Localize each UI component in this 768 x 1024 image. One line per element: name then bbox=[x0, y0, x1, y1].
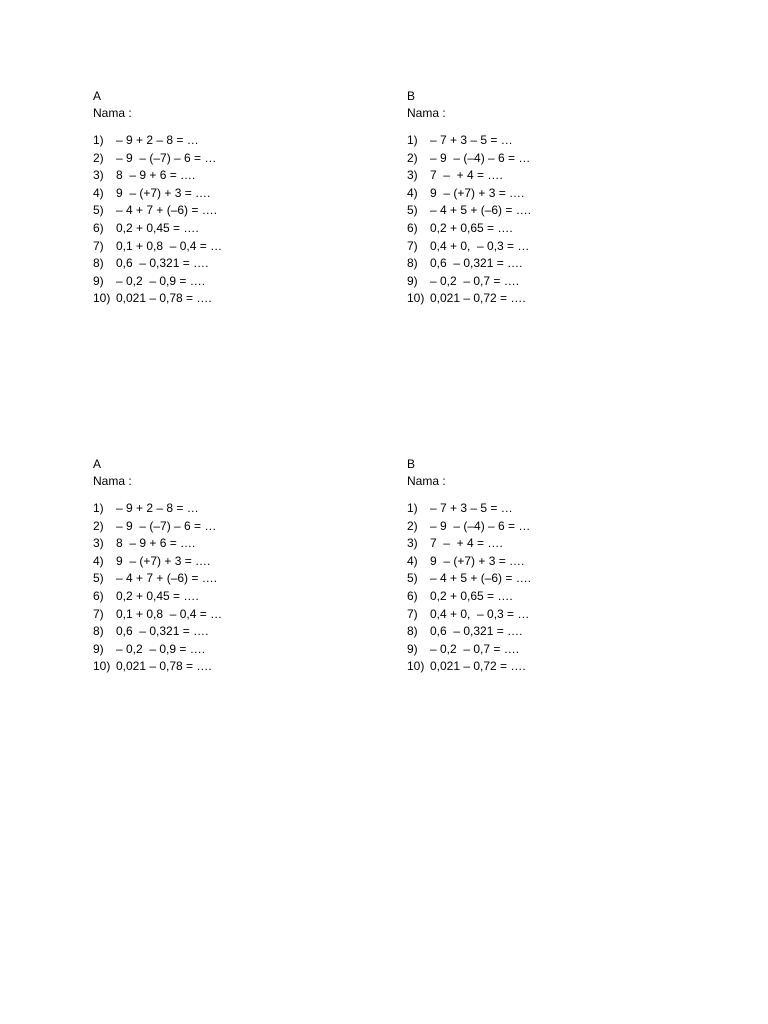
question-number: 7) bbox=[407, 238, 418, 253]
question-number: 6) bbox=[93, 588, 104, 603]
question-list bbox=[407, 132, 707, 308]
question-number: 4) bbox=[407, 553, 418, 568]
worksheet-bottom-b bbox=[407, 456, 707, 676]
name-label: Nama : bbox=[93, 474, 132, 488]
question-text: 0,4 + 0, – 0,3 = … bbox=[430, 606, 530, 621]
question-text: 0,021 – 0,78 = …. bbox=[116, 291, 212, 306]
question-number: 1) bbox=[93, 133, 104, 147]
question-text: – 4 + 5 + (–6) = …. bbox=[430, 203, 532, 218]
question-text: 0,6 – 0,321 = …. bbox=[116, 624, 209, 639]
question-text: – 4 + 7 + (–6) = …. bbox=[116, 571, 218, 586]
question-text: – 9 – (–4) – 6 = … bbox=[430, 150, 531, 165]
question-text: 8 – 9 + 6 = …. bbox=[116, 168, 196, 183]
question-item bbox=[93, 185, 393, 203]
question-item bbox=[407, 588, 707, 606]
question-number: 8) bbox=[407, 256, 418, 271]
question-text: – 0,2 – 0,7 = …. bbox=[430, 641, 520, 656]
question-item bbox=[407, 553, 707, 571]
question-item bbox=[93, 238, 393, 256]
question-number: 7) bbox=[93, 238, 104, 253]
question-number: 9) bbox=[93, 641, 104, 656]
question-item bbox=[407, 238, 707, 256]
question-number: 10) bbox=[93, 291, 111, 306]
question-list bbox=[93, 500, 393, 676]
question-text: 0,6 – 0,321 = …. bbox=[430, 624, 523, 639]
question-number: 9) bbox=[407, 641, 418, 656]
question-text: 0,2 + 0,65 = …. bbox=[430, 588, 513, 603]
question-text: – 9 + 2 – 8 = … bbox=[116, 133, 199, 147]
question-item bbox=[407, 606, 707, 624]
question-text: – 7 + 3 – 5 = … bbox=[430, 133, 513, 147]
question-number: 8) bbox=[93, 256, 104, 271]
question-text: 9 – (+7) + 3 = …. bbox=[430, 553, 525, 568]
question-item bbox=[93, 553, 393, 571]
question-item bbox=[93, 535, 393, 553]
question-item bbox=[407, 167, 707, 185]
question-number: 4) bbox=[93, 553, 104, 568]
question-text: – 0,2 – 0,9 = …. bbox=[116, 273, 206, 288]
question-item bbox=[407, 535, 707, 553]
question-item bbox=[407, 202, 707, 220]
question-text: 9 – (+7) + 3 = …. bbox=[430, 185, 525, 200]
question-item bbox=[93, 500, 393, 518]
question-number: 6) bbox=[407, 220, 418, 235]
question-text: 8 – 9 + 6 = …. bbox=[116, 536, 196, 551]
question-text: 0,021 – 0,72 = …. bbox=[430, 659, 526, 674]
question-number: 1) bbox=[407, 133, 418, 147]
question-text: 0,2 + 0,45 = …. bbox=[116, 220, 199, 235]
question-number: 5) bbox=[407, 203, 418, 218]
name-label: Nama : bbox=[93, 106, 132, 120]
question-item bbox=[407, 185, 707, 203]
question-number: 6) bbox=[93, 220, 104, 235]
question-item bbox=[93, 570, 393, 588]
question-text: – 9 + 2 – 8 = … bbox=[116, 501, 199, 515]
question-number: 1) bbox=[93, 501, 104, 515]
question-item bbox=[93, 273, 393, 291]
question-item bbox=[407, 570, 707, 588]
question-item bbox=[407, 220, 707, 238]
name-label: Nama : bbox=[407, 474, 446, 488]
question-text: 0,021 – 0,72 = …. bbox=[430, 291, 526, 306]
question-item bbox=[93, 132, 393, 150]
question-number: 2) bbox=[93, 518, 104, 533]
question-item bbox=[407, 658, 707, 676]
worksheet-bottom-a bbox=[93, 456, 393, 676]
version-label: B bbox=[407, 89, 416, 103]
question-number: 9) bbox=[407, 273, 418, 288]
question-text: – 7 + 3 – 5 = … bbox=[430, 501, 513, 515]
question-text: – 0,2 – 0,7 = …. bbox=[430, 273, 520, 288]
question-number: 9) bbox=[93, 273, 104, 288]
question-item bbox=[407, 132, 707, 150]
question-text: – 4 + 5 + (–6) = …. bbox=[430, 571, 532, 586]
question-number: 3) bbox=[93, 168, 104, 183]
question-number: 2) bbox=[407, 518, 418, 533]
question-item bbox=[93, 658, 393, 676]
version-label: A bbox=[93, 457, 102, 471]
question-list bbox=[93, 132, 393, 308]
question-text: 9 – (+7) + 3 = …. bbox=[116, 185, 211, 200]
question-number: 8) bbox=[407, 624, 418, 639]
question-item bbox=[93, 150, 393, 168]
question-text: 0,2 + 0,45 = …. bbox=[116, 588, 199, 603]
question-item bbox=[93, 167, 393, 185]
question-text: 0,4 + 0, – 0,3 = … bbox=[430, 238, 530, 253]
question-number: 2) bbox=[93, 150, 104, 165]
question-item bbox=[93, 202, 393, 220]
question-item bbox=[407, 150, 707, 168]
question-text: 0,6 – 0,321 = …. bbox=[116, 256, 209, 271]
name-label: Nama : bbox=[407, 106, 446, 120]
question-number: 4) bbox=[407, 185, 418, 200]
question-text: 7 – + 4 = …. bbox=[430, 536, 503, 551]
question-number: 7) bbox=[407, 606, 418, 621]
worksheet-top-a bbox=[93, 88, 393, 308]
question-item bbox=[407, 290, 707, 308]
question-item bbox=[407, 255, 707, 273]
question-item bbox=[407, 641, 707, 659]
question-number: 3) bbox=[407, 536, 418, 551]
question-text: 9 – (+7) + 3 = …. bbox=[116, 553, 211, 568]
question-number: 8) bbox=[93, 624, 104, 639]
question-text: – 9 – (–7) – 6 = … bbox=[116, 518, 217, 533]
question-number: 3) bbox=[407, 168, 418, 183]
question-text: – 9 – (–7) – 6 = … bbox=[116, 150, 217, 165]
question-item bbox=[93, 588, 393, 606]
question-item bbox=[93, 518, 393, 536]
question-text: – 9 – (–4) – 6 = … bbox=[430, 518, 531, 533]
question-number: 10) bbox=[93, 659, 111, 674]
question-list bbox=[407, 500, 707, 676]
question-text: 0,021 – 0,78 = …. bbox=[116, 659, 212, 674]
question-text: 0,2 + 0,65 = …. bbox=[430, 220, 513, 235]
question-item bbox=[93, 641, 393, 659]
question-text: 0,6 – 0,321 = …. bbox=[430, 256, 523, 271]
question-item bbox=[407, 500, 707, 518]
version-label: B bbox=[407, 457, 416, 471]
question-number: 5) bbox=[93, 203, 104, 218]
question-number: 6) bbox=[407, 588, 418, 603]
question-item bbox=[93, 255, 393, 273]
question-number: 1) bbox=[407, 501, 418, 515]
question-text: 7 – + 4 = …. bbox=[430, 168, 503, 183]
question-text: – 4 + 7 + (–6) = …. bbox=[116, 203, 218, 218]
question-number: 5) bbox=[407, 571, 418, 586]
question-text: 0,1 + 0,8 – 0,4 = … bbox=[116, 606, 223, 621]
question-number: 10) bbox=[407, 659, 425, 674]
question-item bbox=[407, 623, 707, 641]
question-item bbox=[93, 623, 393, 641]
question-text: 0,1 + 0,8 – 0,4 = … bbox=[116, 238, 223, 253]
question-item bbox=[93, 220, 393, 238]
question-item bbox=[407, 273, 707, 291]
version-label: A bbox=[93, 89, 102, 103]
question-number: 3) bbox=[93, 536, 104, 551]
question-item bbox=[407, 518, 707, 536]
question-number: 7) bbox=[93, 606, 104, 621]
question-number: 10) bbox=[407, 291, 425, 306]
question-number: 2) bbox=[407, 150, 418, 165]
question-number: 5) bbox=[93, 571, 104, 586]
question-number: 4) bbox=[93, 185, 104, 200]
worksheet-top-b bbox=[407, 88, 707, 308]
question-item bbox=[93, 606, 393, 624]
question-text: – 0,2 – 0,9 = …. bbox=[116, 641, 206, 656]
question-item bbox=[93, 290, 393, 308]
